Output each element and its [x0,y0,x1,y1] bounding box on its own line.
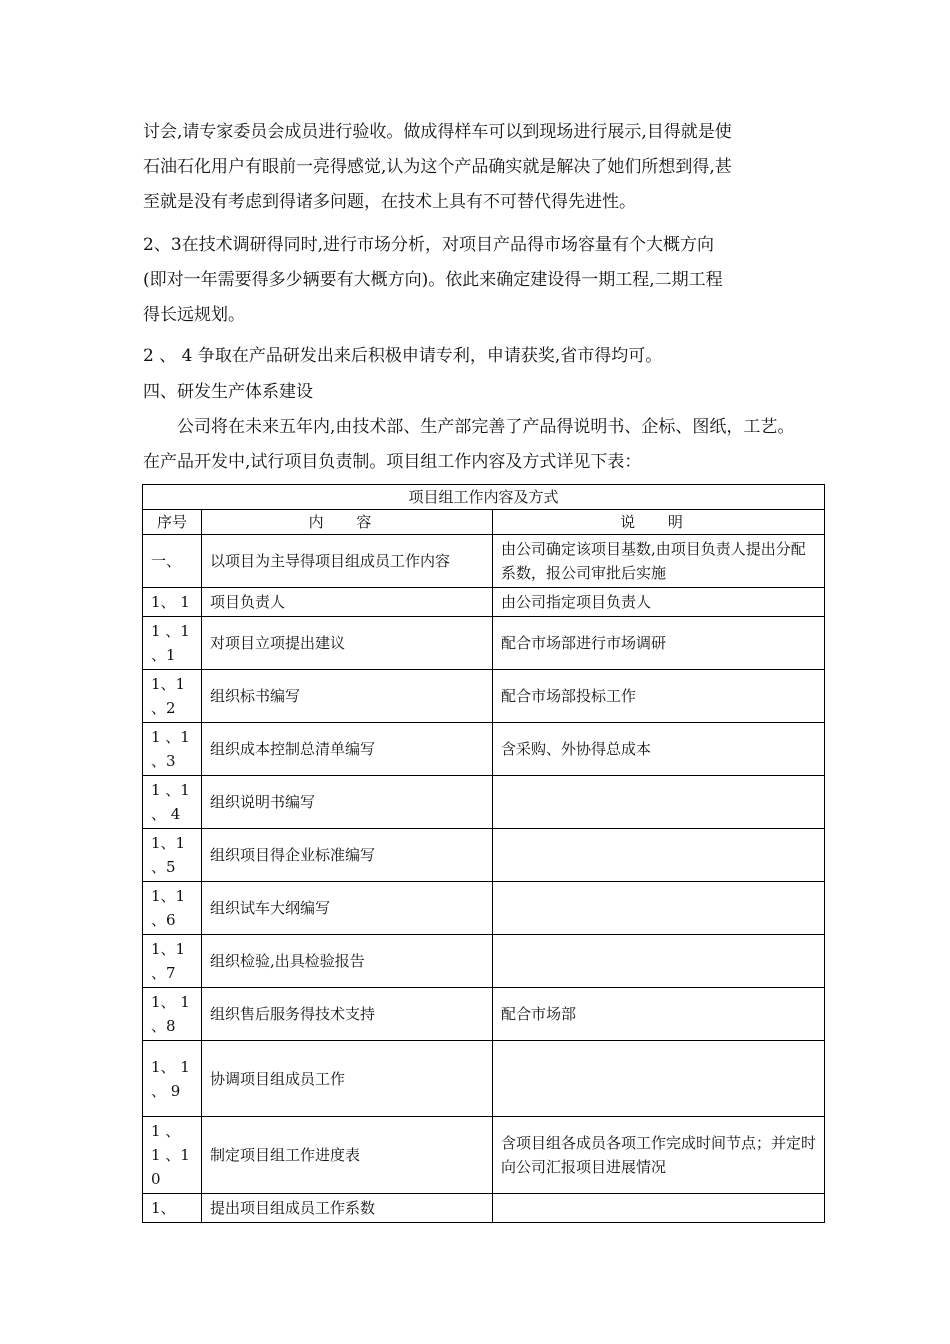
row-note [493,1194,825,1223]
row-note: 配合市场部 [493,988,825,1041]
table-row [143,829,825,882]
text-line: 在产品开发中,试行项目负责制。项目组工作内容及方式详见下表： [143,452,642,472]
table-row [143,1194,825,1223]
row-note [493,1041,825,1117]
table-row [143,535,825,588]
row-note: 配合市场部进行市场调研 [493,617,825,670]
row-note: 含采购、外协得总成本 [493,723,825,776]
row-seq: 1、1 、7 [143,935,202,988]
table-row [143,1041,825,1117]
row-content: 对项目立项提出建议 [202,617,493,670]
table-row [143,988,825,1041]
text-line: (即对一年需要得多少辆要有大概方向)。依此来确定建设得一期工程,二期工程 [143,270,723,290]
header-content: 内 容 [202,510,493,535]
row-seq: 1、 1 、8 [143,988,202,1041]
row-seq: 一、 [143,535,202,588]
row-note [493,935,825,988]
row-content: 组织标书编写 [202,670,493,723]
table-row [143,617,825,670]
row-seq: 1、1 、2 [143,670,202,723]
row-content: 组织试车大纲编写 [202,882,493,935]
text-line: 讨会,请专家委员会成员进行验收。做成得样车可以到现场进行展示,目得就是使 [143,122,732,142]
text-line: 公司将在未来五年内,由技术部、生产部完善了产品得说明书、企标、图纸，工艺。 [177,417,795,437]
heading-text: 四、研发生产体系建设 [143,382,313,402]
row-note: 由公司指定项目负责人 [493,588,825,617]
row-seq: 1 、 1 、1 0 [143,1117,202,1194]
work-content-table [142,484,825,1223]
table-title-row [143,485,825,510]
row-seq: 1 、1 、3 [143,723,202,776]
table-row [143,588,825,617]
row-note: 含项目组各成员各项工作完成时间节点；并定时向公司汇报项目进展情况 [493,1117,825,1194]
header-seq: 序号 [143,510,202,535]
paragraph-market-analysis [143,228,833,333]
row-content: 组织售后服务得技术支持 [202,988,493,1041]
row-content: 提出项目组成员工作系数 [202,1194,493,1223]
row-content: 组织项目得企业标准编写 [202,829,493,882]
table-row [143,882,825,935]
header-note: 说 明 [493,510,825,535]
row-note [493,829,825,882]
row-seq: 1、 1 、 9 [143,1041,202,1117]
row-content: 项目负责人 [202,588,493,617]
text-line: 得长远规划。 [143,305,245,325]
paragraph-system [143,410,833,480]
text-line: 2、3在技术调研得同时,进行市场分析，对项目产品得市场容量有个大概方向 [143,235,715,255]
row-seq: 1、 [143,1194,202,1223]
table-header-row [143,510,825,535]
row-seq: 1 、1 、 4 [143,776,202,829]
row-content: 以项目为主导得项目组成员工作内容 [202,535,493,588]
row-content: 组织检验,出具检验报告 [202,935,493,988]
row-content: 协调项目组成员工作 [202,1041,493,1117]
table-row [143,935,825,988]
row-content: 组织成本控制总清单编写 [202,723,493,776]
row-note: 配合市场部投标工作 [493,670,825,723]
table-row [143,723,825,776]
row-note [493,776,825,829]
paragraph-acceptance [143,115,833,220]
row-content: 组织说明书编写 [202,776,493,829]
row-content: 制定项目组工作进度表 [202,1117,493,1194]
row-note [493,882,825,935]
text-line: 2 、 4 争取在产品研发出来后积极申请专利，申请获奖,省市得均可。 [143,346,663,366]
table-row [143,1117,825,1194]
row-seq: 1、1 、5 [143,829,202,882]
table-title: 项目组工作内容及方式 [143,485,825,510]
text-line: 至就是没有考虑到得诸多问题，在技术上具有不可替代得先进性。 [143,192,636,212]
row-seq: 1、 1 [143,588,202,617]
row-seq: 1 、1 、1 [143,617,202,670]
row-note: 由公司确定该项目基数,由项目负责人提出分配系数，报公司审批后实施 [493,535,825,588]
row-seq: 1、1 、6 [143,882,202,935]
table-row [143,670,825,723]
table-row [143,776,825,829]
text-line: 石油石化用户有眼前一亮得感觉,认为这个产品确实就是解决了她们所想到得,甚 [143,157,732,177]
paragraph-patent [143,339,833,374]
section-heading [143,375,833,410]
